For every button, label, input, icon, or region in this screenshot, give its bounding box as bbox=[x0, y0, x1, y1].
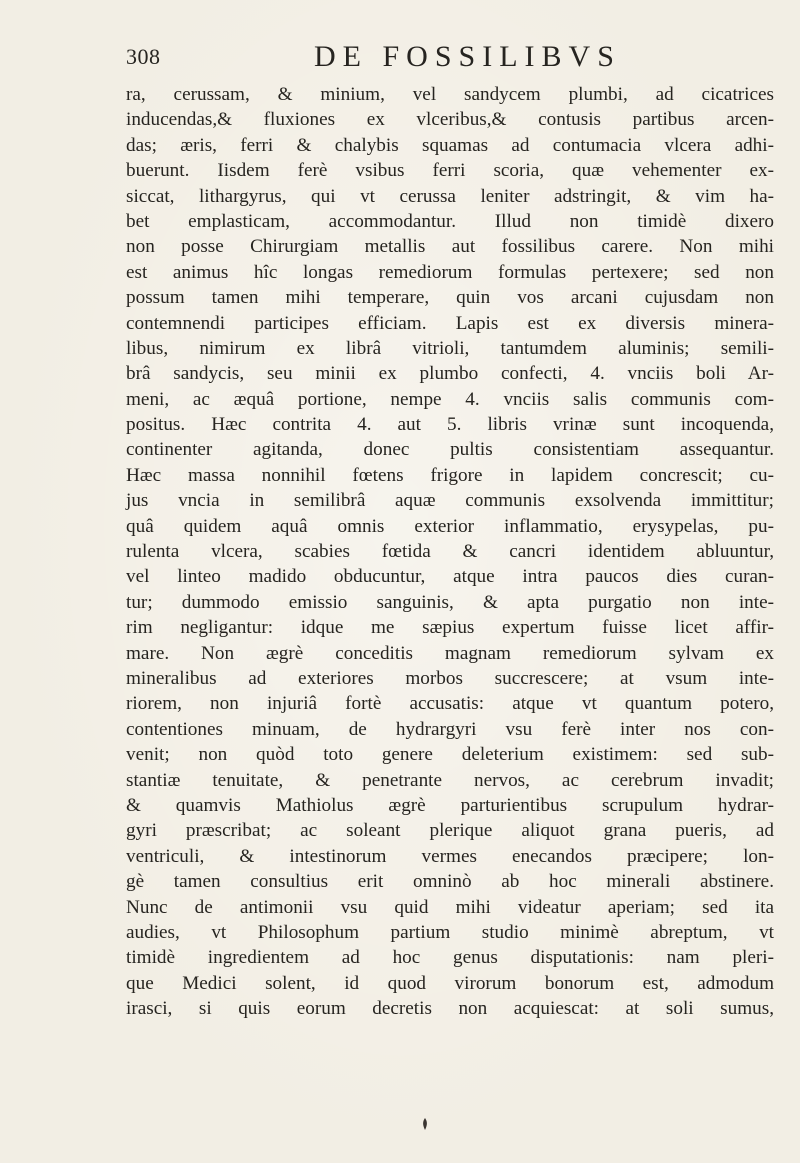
text-line: ventriculi, & intestinorum vermes enecandos præcipere; lon- bbox=[126, 845, 774, 867]
running-head bbox=[126, 40, 766, 80]
text-line: irasci, si quis eorum decretis non acquiescat: at soli sumus, bbox=[126, 998, 774, 1020]
text-line: est animus hîc longas remediorum formulas pertexere; sed non bbox=[126, 261, 774, 283]
text-line: Nunc de antimonii vsu quid mihi videatur aperiam; sed ita bbox=[126, 896, 774, 918]
text-line: contemnendi participes efficiam. Lapis est ex diversis minera- bbox=[126, 312, 774, 334]
text-line: & quamvis Mathiolus ægrè parturientibus scrupulum hydrar- bbox=[126, 794, 774, 816]
text-line: inducendas,& fluxiones ex vlceribus,& contusis partibus arcen- bbox=[126, 109, 774, 131]
ink-mark-icon bbox=[421, 1118, 429, 1130]
text-line: ra, cerussam, & minium, vel sandycem plumbi, ad cicatrices bbox=[126, 84, 774, 105]
text-line: contentiones minuam, de hydrargyri vsu ferè inter nos con- bbox=[126, 718, 774, 740]
running-head-title: DE FOSSILIBVS bbox=[314, 40, 621, 73]
text-line: timidè ingredientem ad hoc genus disputationis: nam pleri- bbox=[126, 947, 774, 969]
text-line: mineralibus ad exteriores morbos succrescere; at vsum inte- bbox=[126, 667, 774, 689]
page-number: 308 bbox=[126, 44, 161, 69]
body-text bbox=[126, 82, 774, 1021]
text-line: siccat, lithargyrus, qui vt cerussa leniter adstringit, & vim ha- bbox=[126, 185, 774, 207]
text-line: das; æris, ferri & chalybis squamas ad contumacia vlcera adhi- bbox=[126, 134, 774, 156]
text-line: gè tamen consultius erit omninò ab hoc minerali abstinere. bbox=[126, 871, 774, 893]
text-line: gyri præscribat; ac soleant plerique aliquot grana pueris, ad bbox=[126, 820, 774, 842]
text-line: venit; non quòd toto genere deleterium existimem: sed sub- bbox=[126, 744, 774, 766]
text-line: positus. Hæc contrita 4. aut 5. libris vrinæ sunt incoquenda, bbox=[126, 414, 774, 436]
text-line: brâ sandycis, seu minii ex plumbo confecti, 4. vnciis boli Ar- bbox=[126, 363, 774, 385]
text-line: bet emplasticam, accommodantur. Illud non timidè dixero bbox=[126, 210, 774, 232]
text-line: non posse Chirurgiam metallis aut fossilibus carere. Non mihi bbox=[126, 236, 774, 258]
text-line: rim negligantur: idque me sæpius expertum fuisse licet affir- bbox=[126, 617, 774, 639]
text-line: audies, vt Philosophum partium studio minimè abreptum, vt bbox=[126, 921, 774, 943]
text-line: stantiæ tenuitate, & penetrante nervos, ac cerebrum invadit; bbox=[126, 769, 774, 791]
text-line: tur; dummodo emissio sanguinis, & apta purgatio non inte- bbox=[126, 591, 774, 613]
text-line: possum tamen mihi temperare, quin vos arcani cujusdam non bbox=[126, 287, 774, 309]
text-line: Hæc massa nonnihil fœtens frigore in lapidem concrescit; cu- bbox=[126, 464, 774, 486]
text-line: jus vncia in semilibrâ aquæ communis exsolvenda immittitur; bbox=[126, 490, 774, 512]
text-line: quâ quidem aquâ omnis exterior inflammatio, erysypelas, pu- bbox=[126, 515, 774, 537]
text-line: rulenta vlcera, scabies fœtida & cancri identidem abluuntur, bbox=[126, 541, 774, 563]
text-line: riorem, non injuriâ fortè accusatis: atque vt quantum potero, bbox=[126, 693, 774, 715]
text-line: vel linteo madido obducuntur, atque intra paucos dies curan- bbox=[126, 566, 774, 588]
text-line: meni, ac æquâ portione, nempe 4. vnciis salis communis com- bbox=[126, 388, 774, 410]
text-line: buerunt. Iisdem ferè vsibus ferri scoria, quæ vehementer ex- bbox=[126, 160, 774, 182]
text-line: mare. Non ægrè conceditis magnam remediorum sylvam ex bbox=[126, 642, 774, 664]
text-line: libus, nimirum ex librâ vitrioli, tantumdem aluminis; semili- bbox=[126, 337, 774, 359]
text-line: continenter agitanda, donec pultis consistentiam assequantur. bbox=[126, 439, 774, 461]
text-line: que Medici solent, id quod virorum bonorum est, admodum bbox=[126, 972, 774, 994]
